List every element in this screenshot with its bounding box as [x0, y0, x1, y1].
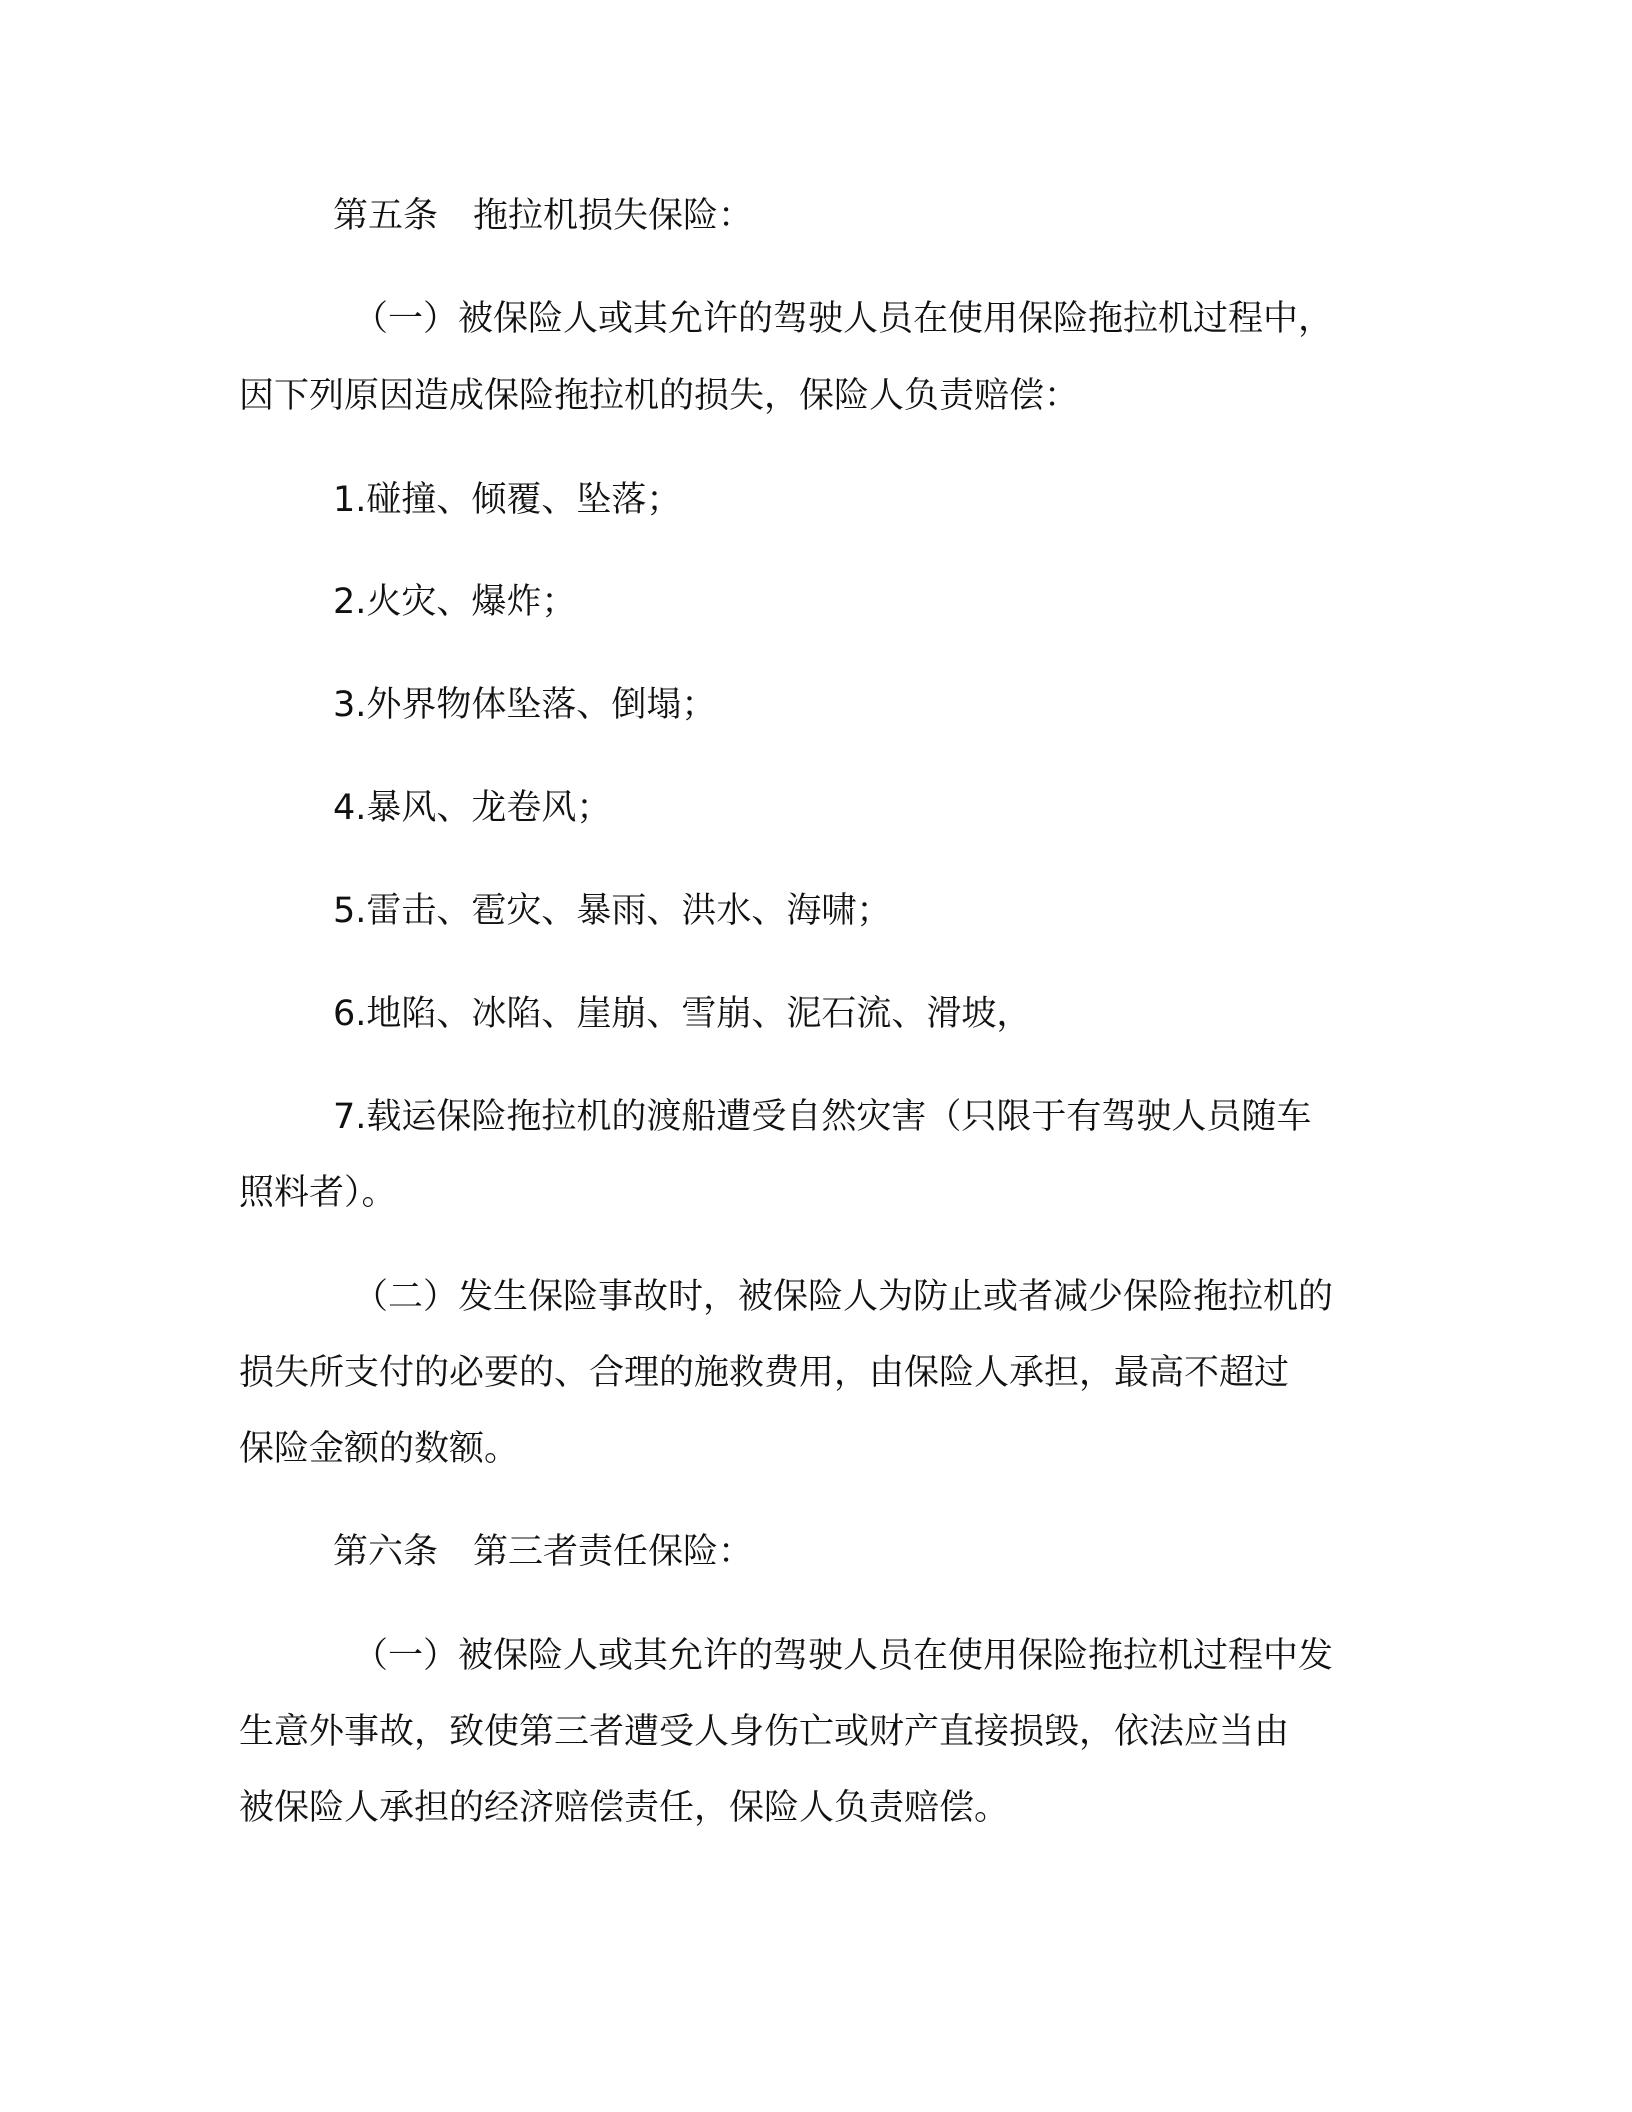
article-5-clause-2-line-2: 损失所支付的必要的、合理的施救费用，由保险人承担，最高不超过: [239, 1353, 1290, 1393]
article-5-clause-2-line-1: （二）发生保险事故时，被保险人为防止或者减少保险拖拉机的: [353, 1277, 1334, 1317]
list-item-3: 3.外界物体坠落、倒塌；: [333, 685, 717, 725]
list-item-1: 1.碰撞、倾覆、坠落；: [333, 480, 682, 520]
article-6-heading: 第六条 第三者责任保险：: [333, 1532, 754, 1572]
article-6-clause-1-line-2: 生意外事故，致使第三者遭受人身伤亡或财产直接损毁，依法应当由: [239, 1712, 1290, 1752]
article-5-clause-1-line-1: （一）被保险人或其允许的驾驶人员在使用保险拖拉机过程中，: [353, 299, 1334, 339]
list-item-5: 5.雷击、雹灾、暴雨、洪水、海啸；: [333, 891, 892, 931]
list-item-2: 2.火灾、爆炸；: [333, 582, 577, 622]
list-item-7-line-1: 7.载运保险拖拉机的渡船遭受自然灾害（只限于有驾驶人员随车: [333, 1097, 1312, 1137]
article-5-clause-1-line-2: 因下列原因造成保险拖拉机的损失，保险人负责赔偿：: [239, 376, 1080, 416]
list-item-6: 6.地陷、冰陷、崖崩、雪崩、泥石流、滑坡，: [333, 994, 1032, 1034]
article-5-clause-2-line-3: 保险金额的数额。: [239, 1429, 520, 1469]
article-6-clause-1-line-1: （一）被保险人或其允许的驾驶人员在使用保险拖拉机过程中发: [353, 1636, 1334, 1676]
article-5-heading: 第五条 拖拉机损失保险：: [333, 196, 754, 236]
list-item-4: 4.暴风、龙卷风；: [333, 788, 612, 828]
list-item-7-line-2: 照料者）。: [239, 1173, 397, 1213]
article-6-clause-1-line-3: 被保险人承担的经济赔偿责任，保险人负责赔偿。: [239, 1788, 1010, 1828]
